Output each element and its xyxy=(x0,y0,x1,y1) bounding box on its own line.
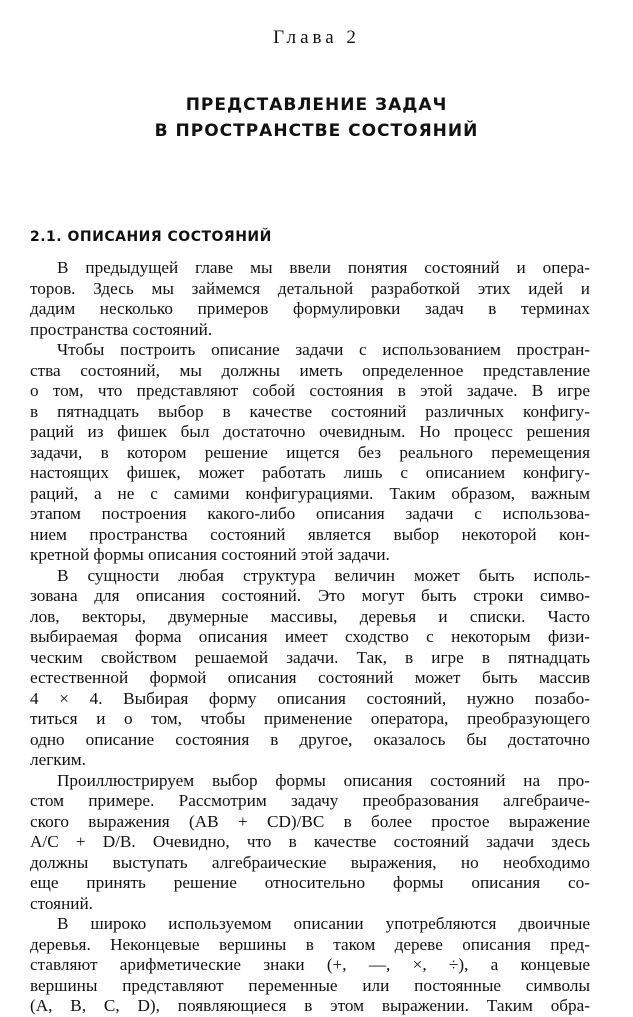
text-line: этапом построения какого-либо описания задачи с использова- xyxy=(30,504,590,523)
text-line: кретной формы описания состояний этой задачи. xyxy=(30,545,390,564)
section-heading: 2.1. ОПИСАНИЯ СОСТОЯНИЙ xyxy=(30,229,272,245)
text-line: одно описание состояния в другое, оказалось бы достаточно xyxy=(30,729,590,749)
text-line: торов. Здесь мы займемся детальной разработкой этих идей и xyxy=(30,278,590,298)
text-line: легким. xyxy=(30,750,86,769)
text-line: выбираемая форма описания имеет сходство с некоторым физи- xyxy=(30,627,590,646)
text-line: В сущности любая структура величин может быть исполь- xyxy=(57,565,590,585)
text-line: нием пространства состояний является выбор некоторой кон- xyxy=(30,524,590,544)
text-line: задачи, в котором решение ищется без реального перемещения xyxy=(30,442,590,462)
chapter-title-line-2: В ПРОСТРАНСТВЕ СОСТОЯНИЙ xyxy=(154,121,479,141)
text-line: ства состояний, мы должны иметь определенное представление xyxy=(30,360,590,380)
text-line: стояний. xyxy=(30,893,93,913)
text-line: ческим свойством решаемой задачи. Так, в игре в пятнадцать xyxy=(30,647,590,667)
text-line: в пятнадцать выбор в качестве состояний различных конфигу- xyxy=(30,401,590,421)
text-line: лов, векторы, двумерные массивы, деревья и списки. Часто xyxy=(30,606,590,626)
text-line: стом примере. Рассмотрим задачу преобразования алгебраиче- xyxy=(30,791,590,810)
text-line: титься и о том, чтобы применение оператора, преобразующего xyxy=(30,709,590,728)
text-line: Проиллюстрируем выбор формы описания состояний на про- xyxy=(57,770,590,790)
text-line: раций из фишек был достаточно очевидным. Но процесс решения xyxy=(30,422,590,441)
text-line: ского выражения (AB + CD)/BC в более простое выражение xyxy=(30,811,590,831)
text-line: A/C + D/B. Очевидно, что в качестве состояний задачи здесь xyxy=(30,832,590,851)
text-line: В широко используемом описании употребляются двоичные xyxy=(57,914,590,933)
text-line: (A, B, C, D), появляющиеся в этом выражении. Таким обра- xyxy=(30,996,590,1015)
text-line: 4 × 4. Выбирая форму описания состояний, нужно позабо- xyxy=(30,688,590,708)
text-line: деревья. Неконцевые вершины в таком дереве описания пред- xyxy=(30,934,590,954)
chapter-label: Глава 2 xyxy=(273,27,360,48)
text-line: зована для описания состояний. Это могут быть строки симво- xyxy=(30,586,590,605)
text-line: пространства состояний. xyxy=(30,319,213,339)
text-line: ставляют арифметические знаки (+, —, ×, ÷), а концевые xyxy=(30,955,590,974)
text-line: должны выступать алгебраические выражения, но необходимо xyxy=(30,852,590,872)
text-line: Чтобы построить описание задачи с использованием простран- xyxy=(57,340,590,359)
text-line: еще принять решение относительно формы описания со- xyxy=(30,873,590,892)
chapter-title-line-1: ПРЕДСТАВЛЕНИЕ ЗАДАЧ xyxy=(185,95,448,115)
text-line: естественной формой описания состояний может быть массив xyxy=(30,668,590,687)
text-line: вершины представляют переменные или постоянные символы xyxy=(30,975,590,995)
text-line: настоящих фишек, может работать лишь с описанием конфигу- xyxy=(30,463,590,482)
text-line: раций, а не с самими конфигурациями. Таким образом, важным xyxy=(30,483,590,503)
text-line: В предыдущей главе мы ввели понятия состояний и опера- xyxy=(57,258,590,277)
text-line: дадим несколько примеров формулировки задач в терминах xyxy=(30,299,590,318)
text-line: о том, что представляют собой состояния в этой задаче. В игре xyxy=(30,381,590,400)
chapter-title xyxy=(0,92,633,144)
body-text xyxy=(30,258,590,1017)
